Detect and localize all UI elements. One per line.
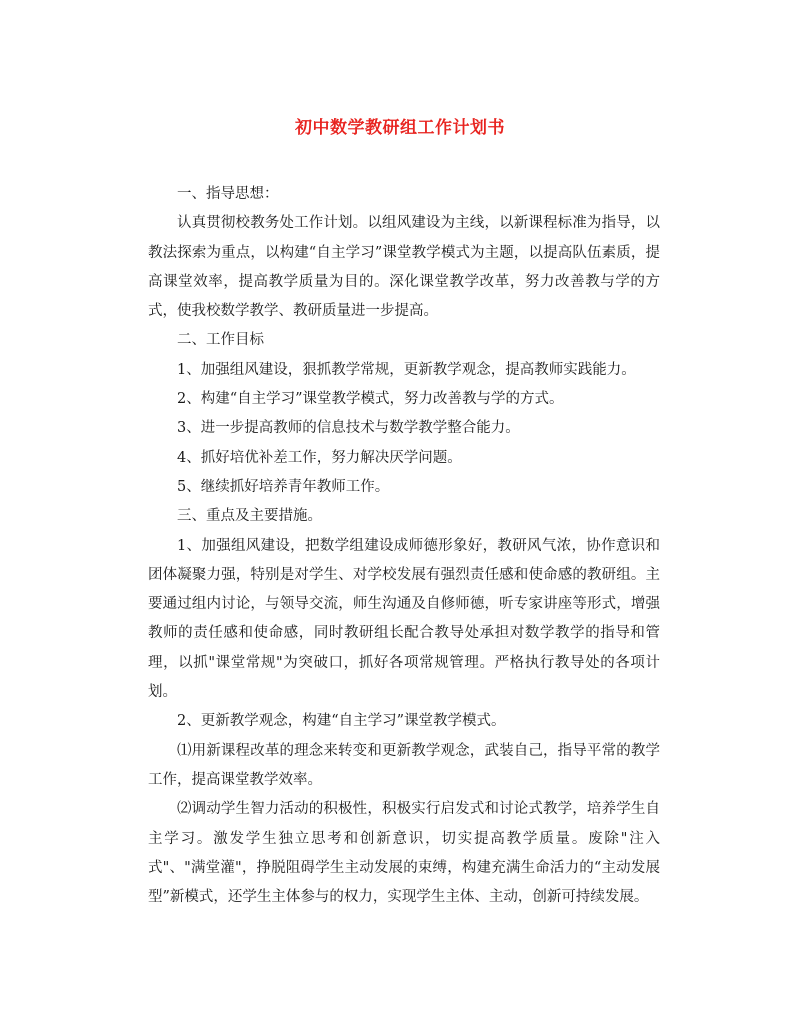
heading-guiding-ideology: 一、指导思想： — [177, 186, 279, 202]
goal-item-1: 1、加强组风建设，狠抓教学常规，更新教学观念，提高教师实践能力。 — [177, 361, 636, 378]
goal-item-2: 2、构建“自主学习”课堂教学模式，努力改善教与学的方式。 — [177, 391, 564, 408]
measure-subitem-1: ⑴用新课程改革的理念来转变和更新教学观念，武装自己，指导平常的教学工作，提高课堂教学效率。 — [148, 742, 660, 788]
measure-item-2: 2、更新教学观念，构建“自主学习”课堂教学模式。 — [177, 713, 506, 730]
document-title: 初中数学教研组工作计划书 — [295, 118, 505, 138]
heading-work-goals: 二、工作目标 — [177, 332, 264, 349]
heading-key-measures: 三、重点及主要措施。 — [177, 508, 322, 525]
measure-subitem-2: ⑵调动学生智力活动的积极性，积极实行启发式和讨论式教学，培养学生自主学习。激发学生独立思考和创新意识，切实提高教学质量。废除"注入式"、"满堂灌"，挣脱阻碍学生主动发展的束缚，构建充满生命活力的“主动发展型”新模式，还学生主体参与的权力，实现学生主体、主动，创新可持续发展。 — [148, 801, 660, 906]
goal-item-3: 3、进一步提高教师的信息技术与数学教学整合能力。 — [177, 420, 520, 437]
goal-item-5: 5、继续抓好培养青年教师工作。 — [177, 478, 390, 495]
measure-item-1: 1、加强组风建设，把数学组建设成师德形象好，教研风气浓，协作意识和团体凝聚力强，特别是对学生、对学校发展有强烈责任感和使命感的教研组。主要通过组内讨论，与领导交流，师生沟通及自修师德，听专家讲座等形式，增强教师的责任感和使命感，同时教研组长配合教导处承担对数学教学的指导和管理，以抓"课堂常规"为突破口，抓好各项常规管理。严格执行教导处的各项计划。 — [148, 537, 660, 701]
document-body — [148, 180, 660, 912]
paragraph-guiding-ideology: 认真贯彻校教务处工作计划。以组风建设为主线，以新课程标准为指导，以教法探索为重点，以构建“自主学习”课堂教学模式为主题，以提高队伍素质，提高课堂效率，提高教学质量为目的。深化课堂教学改革，努力改善教与学的方式，使我校数学教学、教研质量进一步提高。 — [148, 215, 660, 320]
goal-item-4: 4、抓好培优补差工作，努力解决厌学问题。 — [177, 449, 462, 466]
